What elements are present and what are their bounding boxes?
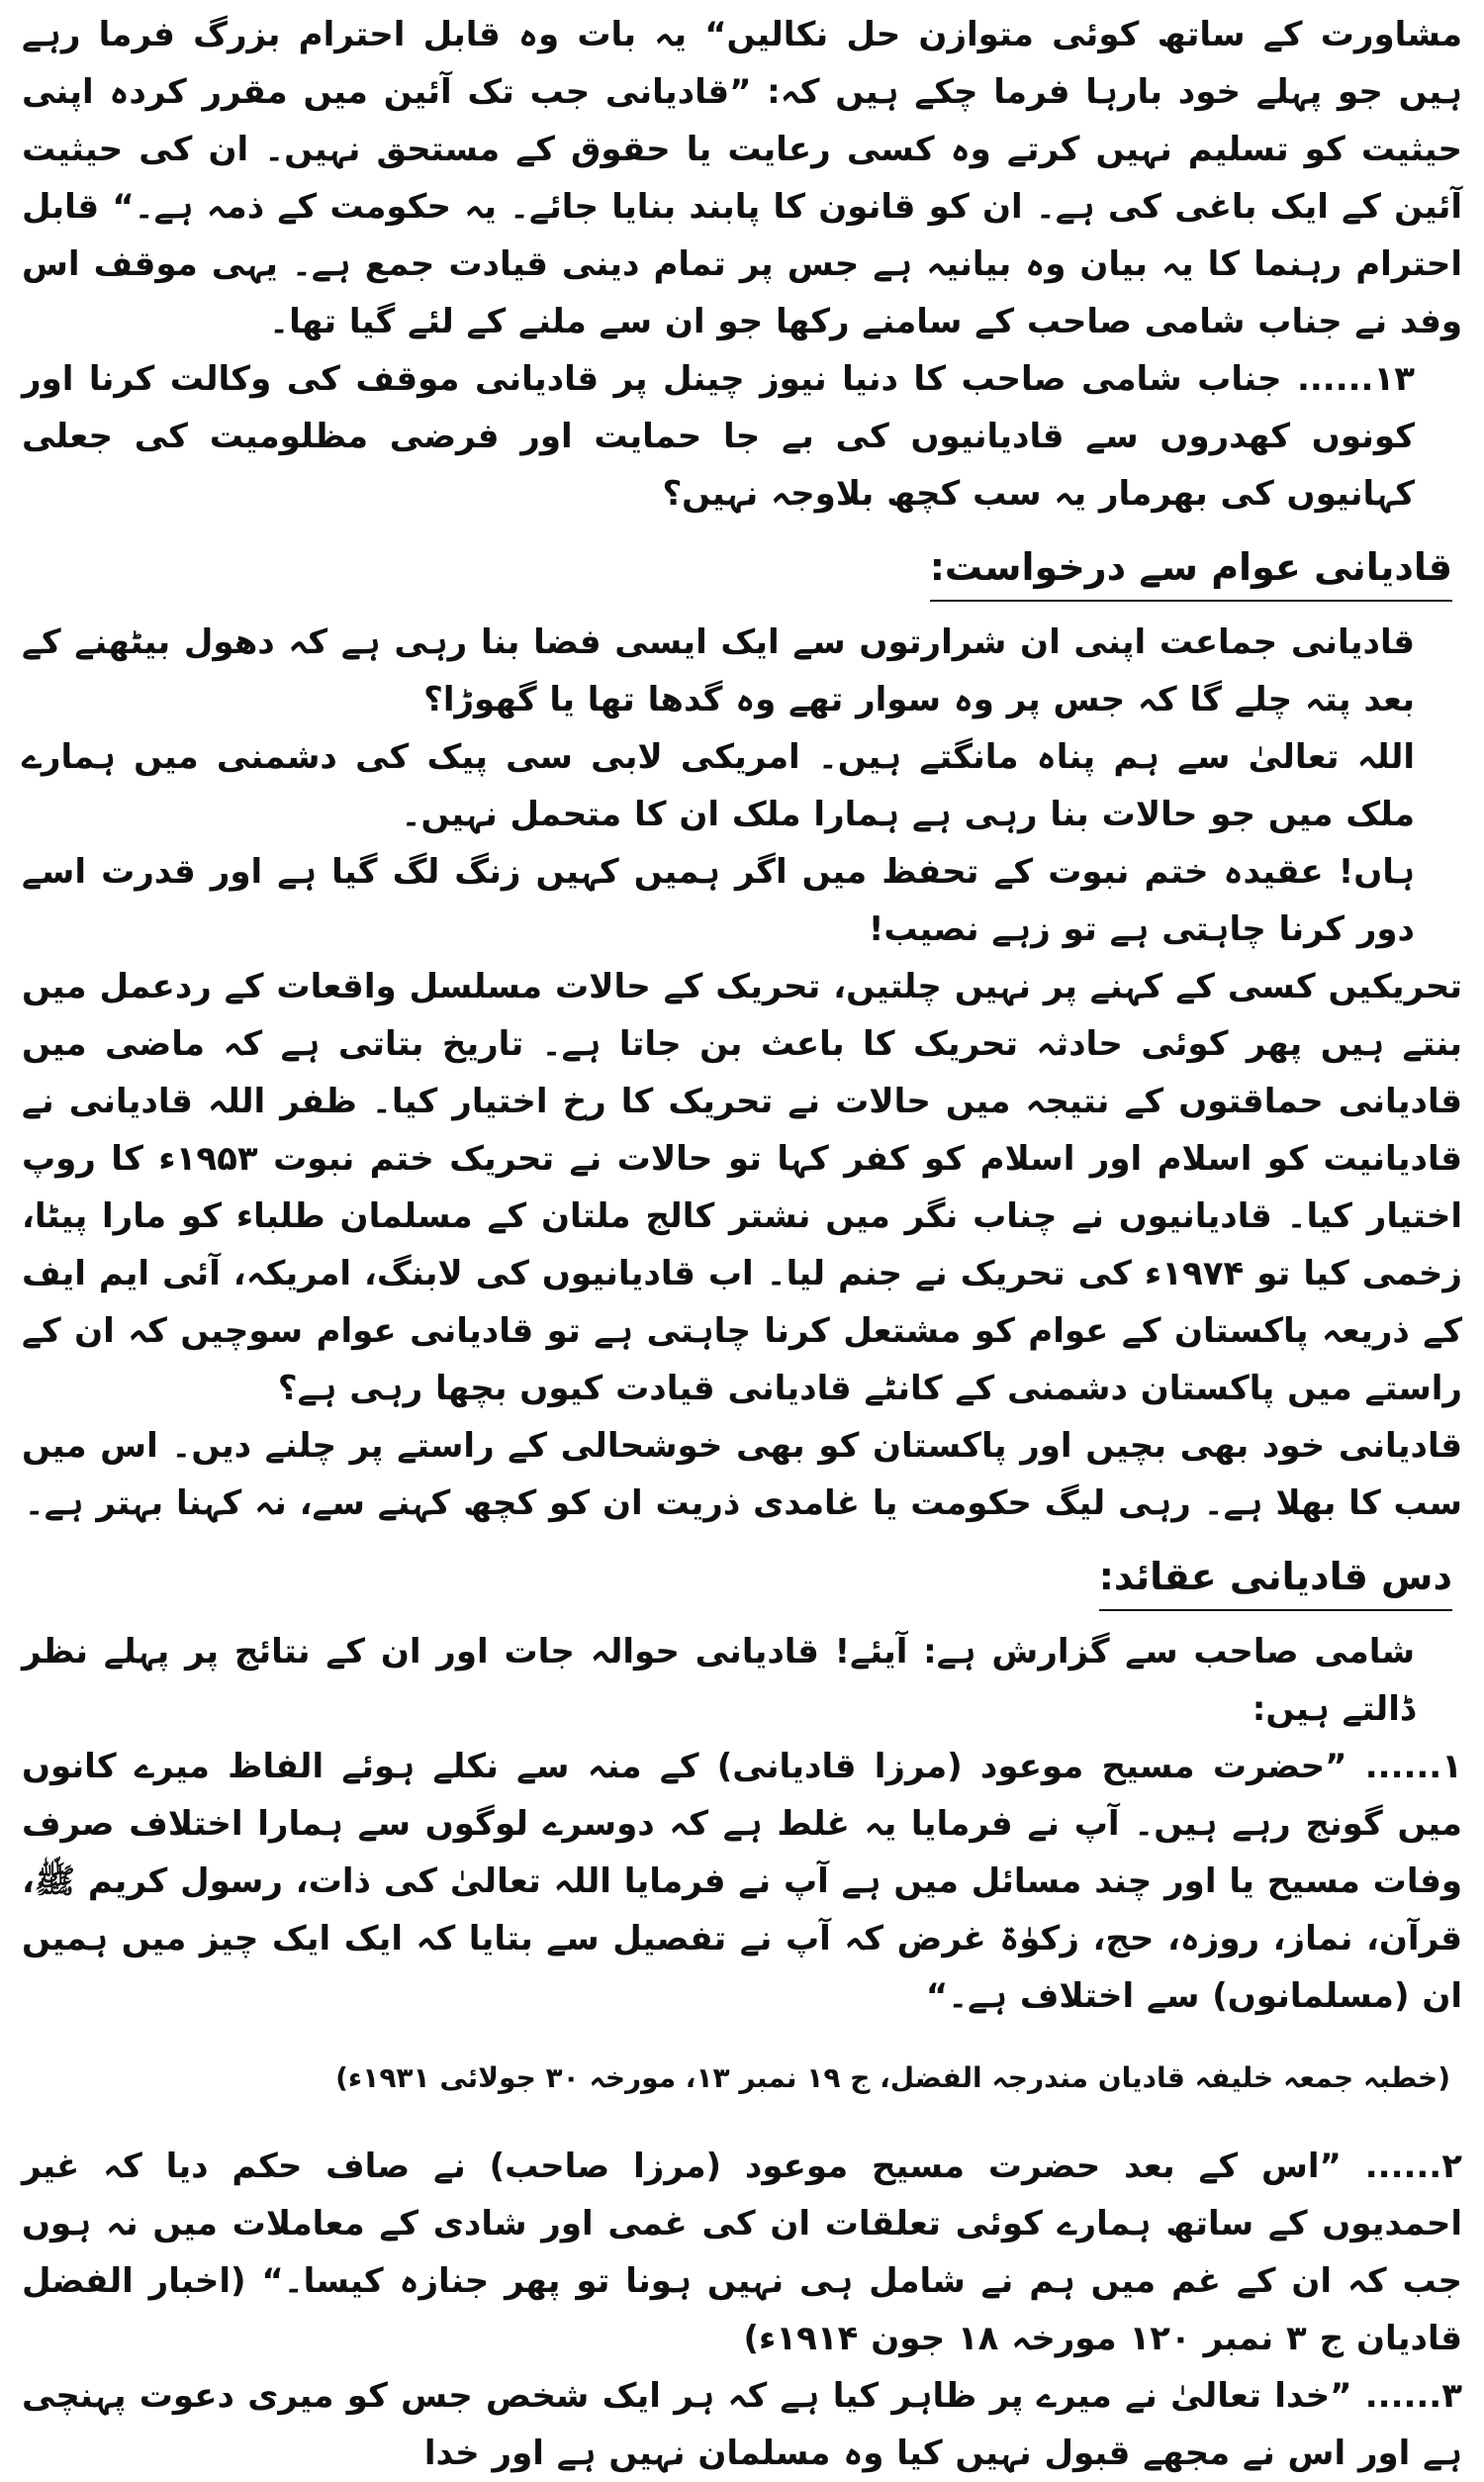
reference-citation: (خطبہ جمعہ خلیفہ قادیان مندرجہ الفضل، ج ۱۹ نمبر ۱۳، مورخہ ۳۰ جولائی ۱۹۳۱ء) — [335, 2061, 1450, 2094]
section-heading-request — [22, 536, 1462, 602]
section-heading-ten-beliefs — [22, 1546, 1462, 1611]
paragraph-aqeedah: ہاں! عقیدہ ختم نبوت کے تحفظ میں اگر ہمیں کہیں زنگ لگ گیا ہے اور قدرت اسے دور کرنا چاہتی ہے تو زہے نصیب! — [22, 852, 1415, 949]
paragraph-point-13: ۱۳...... جناب شامی صاحب کا دنیا نیوز چینل پر قادیانی موقف کی وکالت کرنا اور کونوں کھدروں سے قادیانیوں کی بے جا حمایت اور فرضی مظلومیت کی جعلی کہانیوں کی بھرمار یہ سب کچھ بلاوجہ نہیں؟ — [22, 359, 1415, 514]
paragraph-belief-1: ۱...... ”حضرت مسیح موعود (مرزا قادیانی) کے منہ سے نکلے ہوئے الفاظ میرے کانوں میں گونج رہے ہیں۔ آپ نے فرمایا یہ غلط ہے کہ دوسرے لوگوں سے ہمارا اختلاف صرف وفات مسیح یا اور چند مسائل میں ہے آپ نے فرمایا اللہ تعالیٰ کی ذات، رسول کریم ﷺ، قرآن، نماز، روزہ، حج، زکوٰۃ غرض کہ آپ نے تفصیل سے بتایا کہ ایک ایک چیز میں ہمیں ان (مسلمانوں) سے اختلاف ہے۔“ — [22, 1747, 1462, 2016]
heading-text: دس قادیانی عقائد: — [1099, 1546, 1452, 1611]
paragraph-consultation: مشاورت کے ساتھ کوئی متوازن حل نکالیں“ یہ بات وہ قابل احترام بزرگ فرما رہے ہیں جو پہلے خود بارہا فرما چکے ہیں کہ: ”قادیانی جب تک آئین میں مقرر کردہ اپنی حیثیت کو تسلیم نہیں کرتے وہ کسی رعایت یا حقوق کے مستحق نہیں۔ ان کی حیثیت آئین کے ایک باغی کی ہے۔ ان کو قانون کا پابند بنایا جائے۔ یہ حکومت کے ذمہ ہے۔“ قابل احترام رہنما کا یہ بیان وہ بیانیہ ہے جس پر تمام دینی قیادت جمع ہے۔ یہی موقف اس وفد نے جناب شامی صاحب کے سامنے رکھا جو ان سے ملنے کے لئے گیا تھا۔ — [22, 15, 1462, 341]
paragraph-refuge: اللہ تعالیٰ سے ہم پناہ مانگتے ہیں۔ امریکی لابی سی پیک کی دشمنی میں ہمارے ملک میں جو حالات بنا رہی ہے ہمارا ملک ان کا متحمل نہیں۔ — [22, 737, 1415, 834]
document-page — [22, 6, 1463, 2473]
heading-text: قادیانی عوام سے درخواست: — [930, 536, 1452, 602]
paragraph-atmosphere: قادیانی جماعت اپنی ان شرارتوں سے ایک ایسی فضا بنا رہی ہے کہ دھول بیٹھنے کے بعد پتہ چلے گا کہ جس پر وہ سوار تھے وہ گدھا تھا یا گھوڑا؟ — [22, 622, 1415, 719]
paragraph-movements-history: تحریکیں کسی کے کہنے پر نہیں چلتیں، تحریک کے حالات مسلسل واقعات کے ردعمل میں بنتے ہیں پھر کوئی حادثہ تحریک کا باعث بن جاتا ہے۔ تاریخ بتاتی ہے کہ ماضی میں قادیانی حماقتوں کے نتیجہ میں حالات نے تحریک کا رخ اختیار کیا۔ ظفر اللہ قادیانی نے قادیانیت کو اسلام اور اسلام کو کفر کہا تو حالات نے تحریک ختم نبوت ۱۹۵۳ء کا روپ اختیار کیا۔ قادیانیوں نے چناب نگر میں نشتر کالج ملتان کے مسلمان طلباء کو مارا پیٹا، زخمی کیا تو ۱۹۷۴ء کی تحریک نے جنم لیا۔ اب قادیانیوں کی لابنگ، امریکہ، آئی ایم ایف کے ذریعہ پاکستان کے عوام کو مشتعل کرنا چاہتی ہے تو قادیانی عوام سوچیں کہ ان کے راستے میں پاکستان دشمنی کے کانٹے قادیانی قیادت کیوں بچھا رہی ہے؟ — [22, 967, 1463, 1408]
paragraph-advice: قادیانی خود بھی بچیں اور پاکستان کو بھی خوشحالی کے راستے پر چلنے دیں۔ اس میں سب کا بھلا ہے۔ رہی لیگ حکومت یا غامدی ذریت ان کو کچھ کہنے سے، نہ کہنا بہتر ہے۔ — [22, 1426, 1462, 1523]
paragraph-belief-2: ۲...... ”اس کے بعد حضرت مسیح موعود (مرزا صاحب) نے صاف حکم دیا کہ غیر احمدیوں کے ساتھ ہمارے کوئی تعلقات ان کی غمی اور شادی کے معاملات میں نہ ہوں جب کہ ان کے غم میں ہم نے شامل ہی نہیں ہونا تو پھر جنازہ کیسا۔“ (اخبار الفضل قادیان ج ۳ نمبر ۱۲۰ مورخہ ۱۸ جون ۱۹۱۴ء) — [22, 2147, 1462, 2358]
paragraph-belief-3: ۳...... ”خدا تعالیٰ نے میرے پر ظاہر کیا ہے کہ ہر ایک شخص جس کو میری دعوت پہنچی ہے اور اس نے مجھے قبول نہیں کیا وہ مسلمان نہیں ہے اور خدا — [22, 2376, 1462, 2473]
paragraph-request-to-shami: شامی صاحب سے گزارش ہے: آیئے! قادیانی حوالہ جات اور ان کے نتائج پر پہلے نظر ڈالتے ہیں: — [22, 1632, 1415, 1729]
